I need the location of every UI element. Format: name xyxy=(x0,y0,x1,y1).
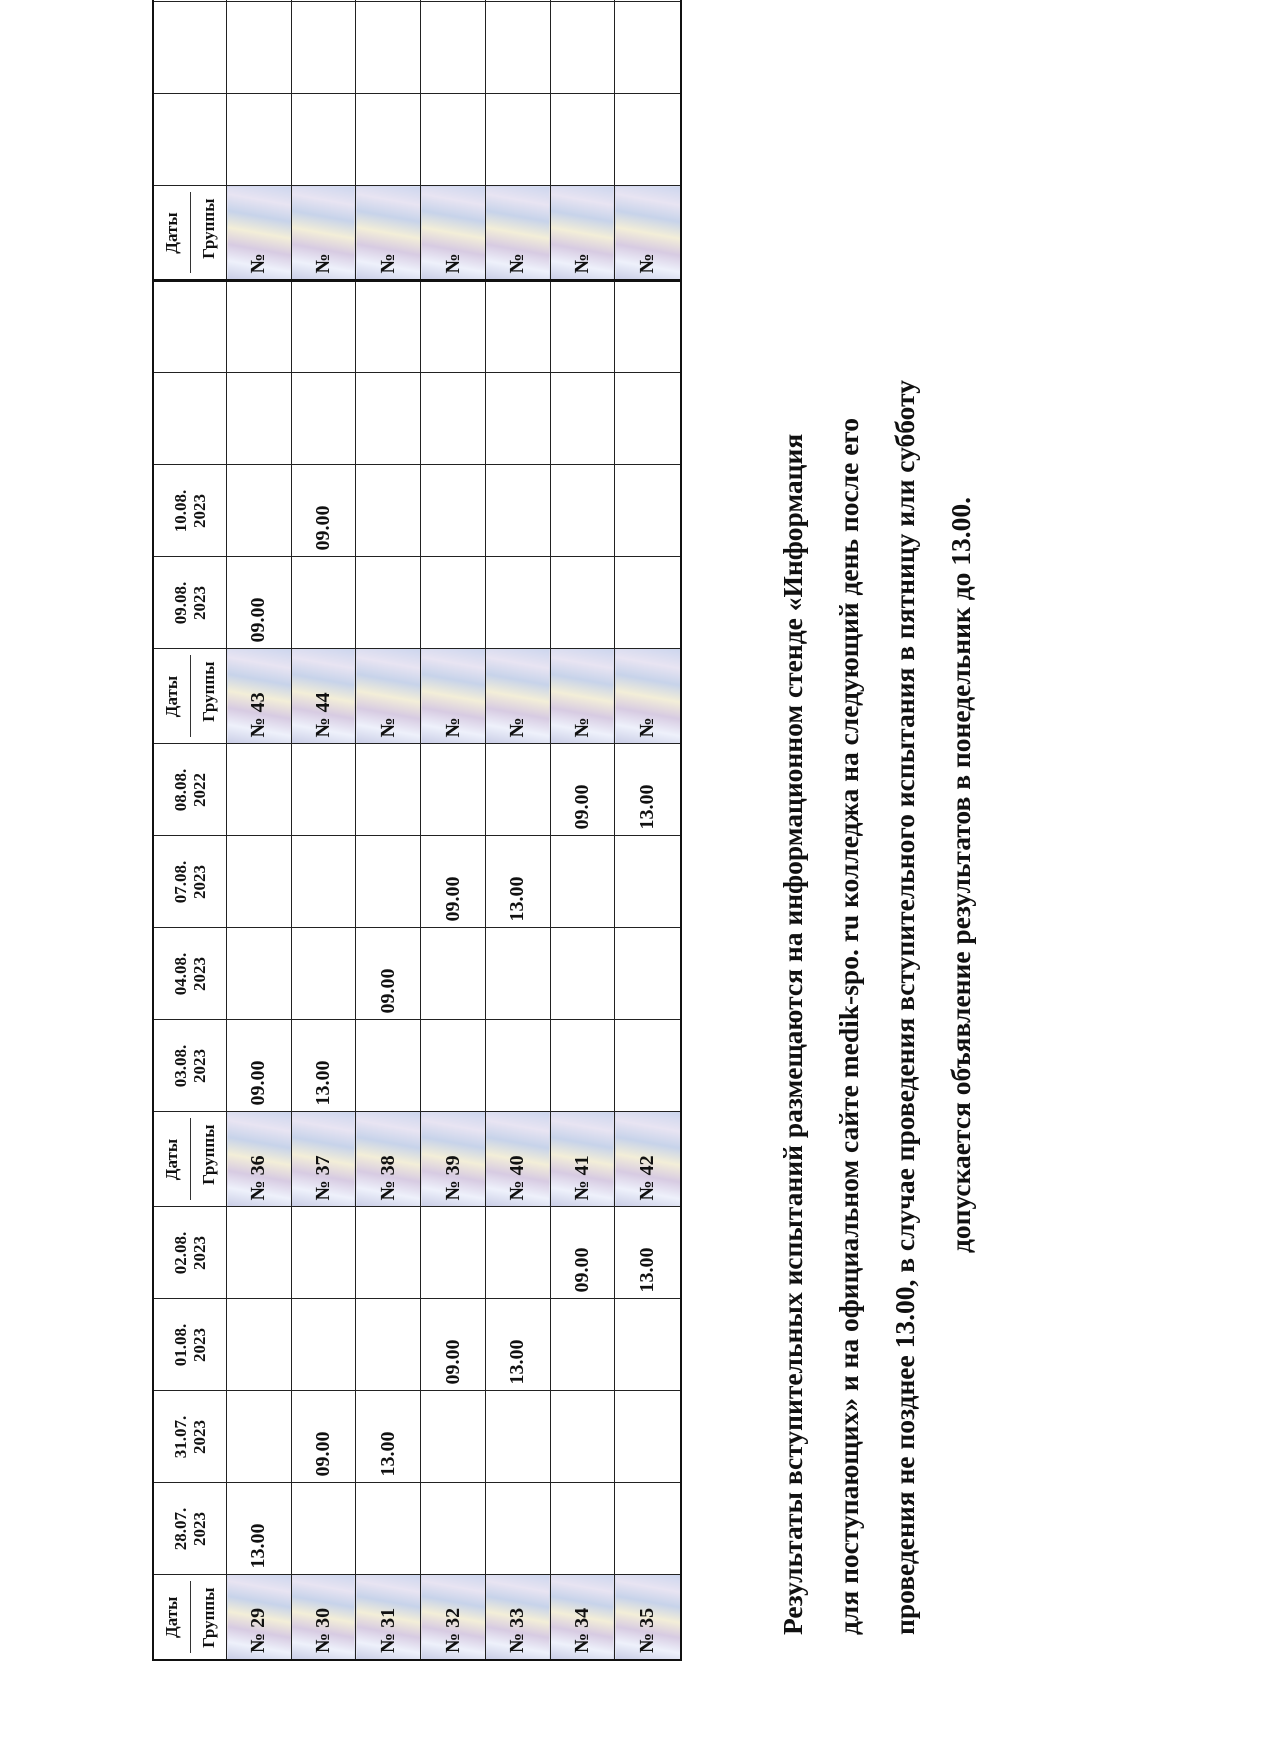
notice-line-2: для поступающих» и на официальном сайте medik-spo. ru колледжа на следующий день после его xyxy=(833,418,864,1635)
time-cell xyxy=(227,465,292,557)
group-cell: № 31 xyxy=(356,1575,421,1660)
time-cell xyxy=(356,2,421,94)
dates-groups-header xyxy=(153,186,227,281)
time-cell xyxy=(421,373,486,465)
group-cell: № 30 xyxy=(291,1575,356,1660)
time-cell xyxy=(615,281,681,373)
time-cell: 13.00 xyxy=(227,1483,292,1575)
group-cell: № 39 xyxy=(421,1112,486,1207)
group-cell: № xyxy=(550,649,615,744)
group-cell: № 44 xyxy=(291,649,356,744)
group-cell: № 37 xyxy=(291,1112,356,1207)
time-cell xyxy=(356,1299,421,1391)
date-header: 03.08. 2023 xyxy=(153,1020,227,1112)
time-cell: 13.00 xyxy=(615,1207,681,1299)
time-cell: 13.00 xyxy=(291,1020,356,1112)
time-cell xyxy=(356,465,421,557)
time-cell xyxy=(615,1020,681,1112)
group-cell: № 35 xyxy=(615,1575,681,1660)
group-cell: № xyxy=(485,649,550,744)
time-cell xyxy=(550,373,615,465)
time-cell xyxy=(421,0,486,2)
time-cell xyxy=(227,836,292,928)
time-cell xyxy=(291,928,356,1020)
time-cell xyxy=(550,836,615,928)
time-cell xyxy=(421,1391,486,1483)
schedule-table-area xyxy=(152,76,682,1661)
time-cell xyxy=(421,2,486,94)
time-cell: 09.00 xyxy=(421,836,486,928)
time-cell: 09.00 xyxy=(291,465,356,557)
empty-header-cell xyxy=(153,0,227,2)
time-cell xyxy=(291,744,356,836)
time-cell xyxy=(485,465,550,557)
time-cell xyxy=(227,373,292,465)
date-header: 04.08. 2023 xyxy=(153,928,227,1020)
time-cell xyxy=(550,94,615,186)
time-cell xyxy=(291,1299,356,1391)
time-cell xyxy=(615,1299,681,1391)
time-cell xyxy=(550,0,615,2)
time-cell xyxy=(227,94,292,186)
date-header: 07.08. 2023 xyxy=(153,836,227,928)
time-cell xyxy=(615,0,681,2)
group-cell: № xyxy=(485,186,550,281)
time-cell xyxy=(550,465,615,557)
group-cell: № xyxy=(550,186,615,281)
time-cell xyxy=(615,94,681,186)
time-cell xyxy=(356,557,421,649)
group-cell: № xyxy=(291,186,356,281)
group-cell: № 38 xyxy=(356,1112,421,1207)
time-cell: 09.00 xyxy=(421,1299,486,1391)
dates-label: Даты xyxy=(154,193,191,274)
time-cell xyxy=(421,1207,486,1299)
time-cell xyxy=(227,2,292,94)
dates-label: Даты xyxy=(154,1582,191,1654)
table-row xyxy=(615,0,681,1660)
time-cell xyxy=(550,1391,615,1483)
time-cell xyxy=(485,94,550,186)
group-cell: № 42 xyxy=(615,1112,681,1207)
time-cell xyxy=(485,0,550,2)
time-cell xyxy=(291,373,356,465)
time-cell xyxy=(485,281,550,373)
time-cell xyxy=(485,1483,550,1575)
header-row xyxy=(153,0,227,1660)
group-cell: № xyxy=(356,186,421,281)
group-cell: № 40 xyxy=(485,1112,550,1207)
groups-label: Группы xyxy=(198,1124,218,1185)
time-cell xyxy=(421,1483,486,1575)
time-cell: 09.00 xyxy=(227,557,292,649)
time-cell xyxy=(421,94,486,186)
group-cell: № xyxy=(227,186,292,281)
time-cell xyxy=(615,836,681,928)
dates-groups-header xyxy=(153,1112,227,1207)
time-cell xyxy=(485,1391,550,1483)
group-cell: № 41 xyxy=(550,1112,615,1207)
time-cell: 13.00 xyxy=(485,836,550,928)
dates-groups-header xyxy=(153,1575,227,1660)
time-cell xyxy=(227,1391,292,1483)
time-cell xyxy=(291,1207,356,1299)
group-cell: № 43 xyxy=(227,649,292,744)
date-header: 08.08. 2022 xyxy=(153,744,227,836)
time-cell: 13.00 xyxy=(485,1299,550,1391)
groups-label: Группы xyxy=(198,1587,218,1648)
time-cell: 09.00 xyxy=(227,1020,292,1112)
empty-header-cell xyxy=(153,94,227,186)
time-cell xyxy=(227,281,292,373)
time-cell xyxy=(615,1483,681,1575)
time-cell xyxy=(291,1483,356,1575)
empty-header-cell xyxy=(153,281,227,373)
group-cell: № 32 xyxy=(421,1575,486,1660)
groups-label: Группы xyxy=(198,198,218,259)
time-cell xyxy=(550,1020,615,1112)
time-cell xyxy=(485,2,550,94)
time-cell xyxy=(291,557,356,649)
time-cell xyxy=(421,281,486,373)
time-cell xyxy=(421,744,486,836)
groups-label: Группы xyxy=(198,661,218,722)
time-cell xyxy=(356,373,421,465)
time-cell: 13.00 xyxy=(356,1391,421,1483)
date-header: 31.07. 2023 xyxy=(153,1391,227,1483)
time-cell xyxy=(615,1391,681,1483)
table-row xyxy=(550,0,615,1660)
time-cell xyxy=(550,1299,615,1391)
dates-groups-header xyxy=(153,649,227,744)
time-cell xyxy=(291,836,356,928)
time-cell xyxy=(227,1207,292,1299)
time-cell: 09.00 xyxy=(550,744,615,836)
group-cell: № 29 xyxy=(227,1575,292,1660)
time-cell xyxy=(615,2,681,94)
time-cell xyxy=(485,557,550,649)
group-cell: № xyxy=(421,649,486,744)
group-cell: № 36 xyxy=(227,1112,292,1207)
empty-header-cell xyxy=(153,373,227,465)
group-cell: № 33 xyxy=(485,1575,550,1660)
time-cell xyxy=(550,928,615,1020)
notice-line-1: Результаты вступительных испытаний размещаются на информационном стенде «Информация xyxy=(777,433,808,1635)
dates-label: Даты xyxy=(154,656,191,738)
group-cell: № 34 xyxy=(550,1575,615,1660)
group-cell: № xyxy=(356,649,421,744)
results-notice xyxy=(765,115,989,1635)
time-cell xyxy=(615,557,681,649)
time-cell: 09.00 xyxy=(550,1207,615,1299)
time-cell xyxy=(615,373,681,465)
table-row xyxy=(227,0,292,1660)
time-cell xyxy=(615,928,681,1020)
time-cell xyxy=(291,2,356,94)
date-header: 01.08. 2023 xyxy=(153,1299,227,1391)
time-cell xyxy=(356,281,421,373)
time-cell xyxy=(291,281,356,373)
time-cell xyxy=(356,836,421,928)
time-cell xyxy=(485,744,550,836)
time-cell xyxy=(485,1020,550,1112)
time-cell xyxy=(227,928,292,1020)
group-cell: № xyxy=(421,186,486,281)
time-cell xyxy=(421,557,486,649)
time-cell xyxy=(227,1299,292,1391)
time-cell xyxy=(356,1020,421,1112)
time-cell xyxy=(291,0,356,2)
time-cell xyxy=(485,928,550,1020)
time-cell xyxy=(550,1483,615,1575)
time-cell xyxy=(550,2,615,94)
time-cell xyxy=(550,281,615,373)
notice-line-4: допускается объявление результатов в понедельник до 13.00. xyxy=(945,497,976,1253)
time-cell: 13.00 xyxy=(615,744,681,836)
group-cell: № xyxy=(615,649,681,744)
table-row xyxy=(421,0,486,1660)
exam-schedule-table xyxy=(152,0,682,1661)
time-cell xyxy=(485,1207,550,1299)
time-cell xyxy=(356,94,421,186)
time-cell xyxy=(485,373,550,465)
time-cell xyxy=(227,0,292,2)
time-cell: 09.00 xyxy=(356,928,421,1020)
empty-header-cell xyxy=(153,2,227,94)
date-header: 28.07. 2023 xyxy=(153,1483,227,1575)
table-row xyxy=(291,0,356,1660)
time-cell xyxy=(356,1207,421,1299)
notice-line-3: проведения не позднее 13.00, в случае проведения вступительного испытания в пятницу или субботу xyxy=(889,380,920,1635)
time-cell xyxy=(291,94,356,186)
table-row xyxy=(485,0,550,1660)
date-header: 02.08. 2023 xyxy=(153,1207,227,1299)
table-row xyxy=(356,0,421,1660)
time-cell xyxy=(615,465,681,557)
time-cell xyxy=(227,744,292,836)
time-cell xyxy=(421,928,486,1020)
date-header: 10.08. 2023 xyxy=(153,465,227,557)
date-header: 09.08. 2023 xyxy=(153,557,227,649)
time-cell xyxy=(356,0,421,2)
time-cell xyxy=(550,557,615,649)
time-cell xyxy=(356,1483,421,1575)
time-cell xyxy=(421,1020,486,1112)
dates-label: Даты xyxy=(154,1119,191,1201)
group-cell: № xyxy=(615,186,681,281)
time-cell xyxy=(356,744,421,836)
time-cell: 09.00 xyxy=(291,1391,356,1483)
time-cell xyxy=(421,465,486,557)
